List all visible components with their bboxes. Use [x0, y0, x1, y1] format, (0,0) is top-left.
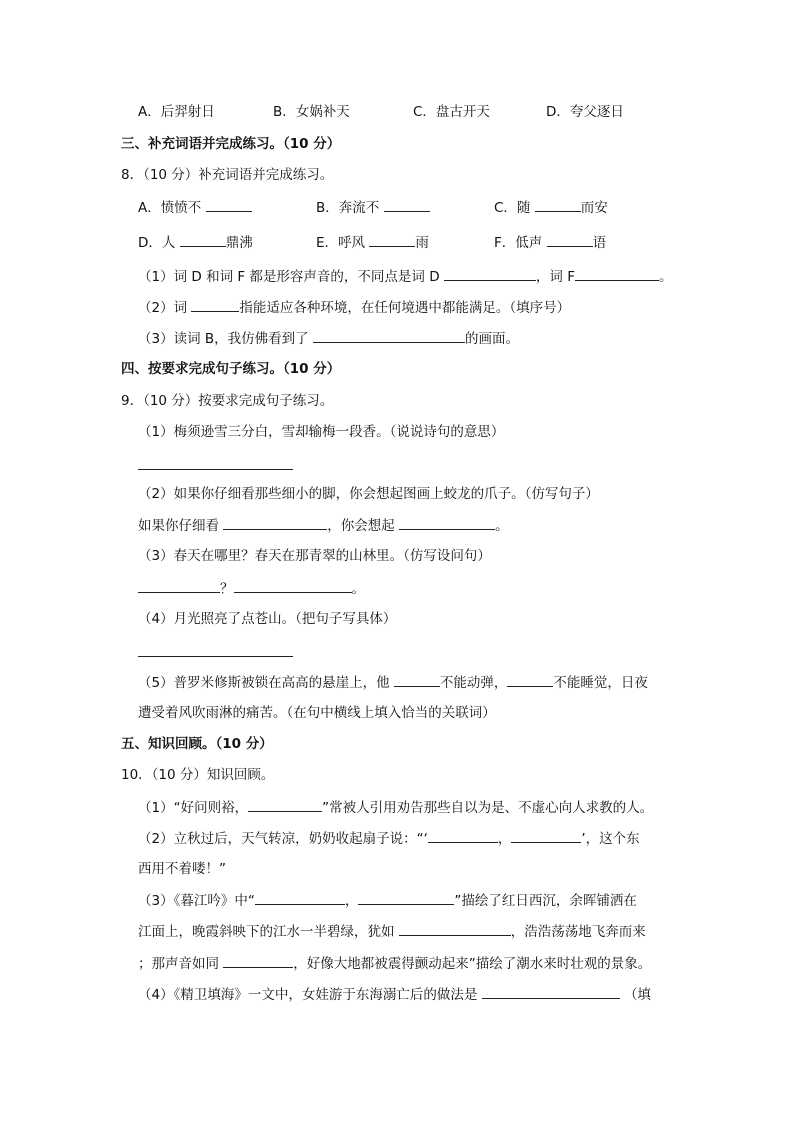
answer-blank[interactable] [180, 232, 226, 247]
q8-sub-3: （3）读词 B，我仿佛看到了 的画面。 [138, 328, 519, 349]
q7-option-a: A．后羿射日 [138, 104, 215, 120]
section-3-title: 三、补充词语并完成练习。（10 分） [121, 136, 341, 152]
answer-blank[interactable] [255, 890, 345, 905]
answer-blank[interactable] [507, 672, 553, 687]
question-8-heading: 8．（10 分）补充词语并完成练习。 [121, 167, 334, 183]
answer-blank[interactable] [428, 828, 498, 843]
q8-sub-1: （1）词 D 和词 F 都是形容声音的，不同点是词 D ，词 F 。 [138, 266, 672, 287]
q10-sub-3: （3）《暮江吟》中“ ， ”描绘了红日西沉，余晖铺洒在 [138, 890, 637, 911]
q7-option-c: C．盘古开天 [413, 104, 490, 120]
q8-option-b: B．奔流不 [316, 197, 430, 218]
answer-blank[interactable] [535, 197, 581, 212]
answer-blank[interactable] [511, 828, 581, 843]
question-10-heading: 10．（10 分）知识回顾。 [121, 767, 275, 783]
q10-sub-2: （2）立秋过后，天气转凉，奶奶收起扇子说：“‘ ， ’，这个东 [138, 828, 640, 849]
answer-blank[interactable] [399, 515, 495, 530]
q10-sub-3-line2: 江面上，晚霞斜映下的江水一半碧绿，犹如 ，浩浩荡荡地飞奔而来 [138, 921, 646, 942]
q9-sub-1: （1）梅须逊雪三分白，雪却输梅一段香。（说说诗句的意思） [138, 424, 505, 440]
q10-sub-2-cont: 西用不着喽！” [138, 861, 226, 877]
q9-sub-5: （5）普罗米修斯被锁在高高的悬崖上，他 不能动弹， 不能睡觉，日夜 [138, 672, 648, 693]
answer-blank[interactable] [575, 266, 659, 281]
answer-line[interactable] [138, 455, 293, 470]
q8-option-a: A．愤愤不 [138, 197, 252, 218]
answer-blank[interactable] [223, 515, 327, 530]
q10-sub-1: （1）“好问则裕， ”常被人引用劝告那些自以为是、不虚心向人求教的人。 [138, 797, 653, 818]
q10-sub-4: （4）《精卫填海》一文中，女娃游于东海溺亡后的做法是 （填 [138, 984, 651, 1005]
answer-blank[interactable] [547, 232, 593, 247]
answer-blank[interactable] [369, 232, 415, 247]
answer-blank[interactable] [206, 197, 252, 212]
answer-blank[interactable] [191, 297, 239, 312]
q9-sub-3-template: ？ 。 [138, 578, 365, 599]
q9-sub-2-template: 如果你仔细看 ，你会想起 。 [138, 515, 509, 536]
question-9-heading: 9．（10 分）按要求完成句子练习。 [121, 393, 334, 409]
answer-line[interactable] [138, 642, 293, 657]
q8-option-d: D．人 鼎沸 [138, 232, 253, 253]
q8-sub-2: （2）词 指能适应各种环境，在任何境遇中都能满足。（填序号） [138, 297, 570, 318]
q9-sub-2: （2）如果你仔细看那些细小的脚，你会想起图画上蛟龙的爪子。（仿写句子） [138, 486, 599, 502]
answer-blank[interactable] [313, 328, 465, 343]
q10-sub-3-line3: ；那声音如同 ，好像大地都被震得颤动起来”描绘了潮水来时壮观的景象。 [138, 953, 651, 974]
q9-sub-3: （3）春天在哪里？春天在那青翠的山林里。（仿写设问句） [138, 548, 491, 564]
q7-option-d: D．夸父逐日 [546, 104, 624, 120]
answer-blank[interactable] [248, 797, 322, 812]
answer-blank[interactable] [482, 984, 620, 999]
answer-blank[interactable] [444, 266, 536, 281]
answer-blank[interactable] [223, 953, 293, 968]
q7-option-b: B．女娲补天 [273, 104, 350, 120]
q9-sub-4: （4）月光照亮了点苍山。（把句子写具体） [138, 611, 397, 627]
answer-blank[interactable] [138, 578, 220, 593]
q8-option-e: E．呼风 雨 [316, 232, 429, 253]
q9-sub-5-cont: 遭受着风吹雨淋的痛苦。（在句中横线上填入恰当的关联词） [138, 705, 496, 721]
section-5-title: 五、知识回顾。（10 分） [121, 736, 273, 752]
section-4-title: 四、按要求完成句子练习。（10 分） [121, 361, 341, 377]
answer-blank[interactable] [394, 672, 440, 687]
answer-blank[interactable] [358, 890, 454, 905]
q8-option-f: F．低声 语 [494, 232, 606, 253]
answer-blank[interactable] [399, 921, 511, 936]
q8-option-c: C．随 而安 [494, 197, 608, 218]
answer-blank[interactable] [234, 578, 352, 593]
answer-blank[interactable] [384, 197, 430, 212]
